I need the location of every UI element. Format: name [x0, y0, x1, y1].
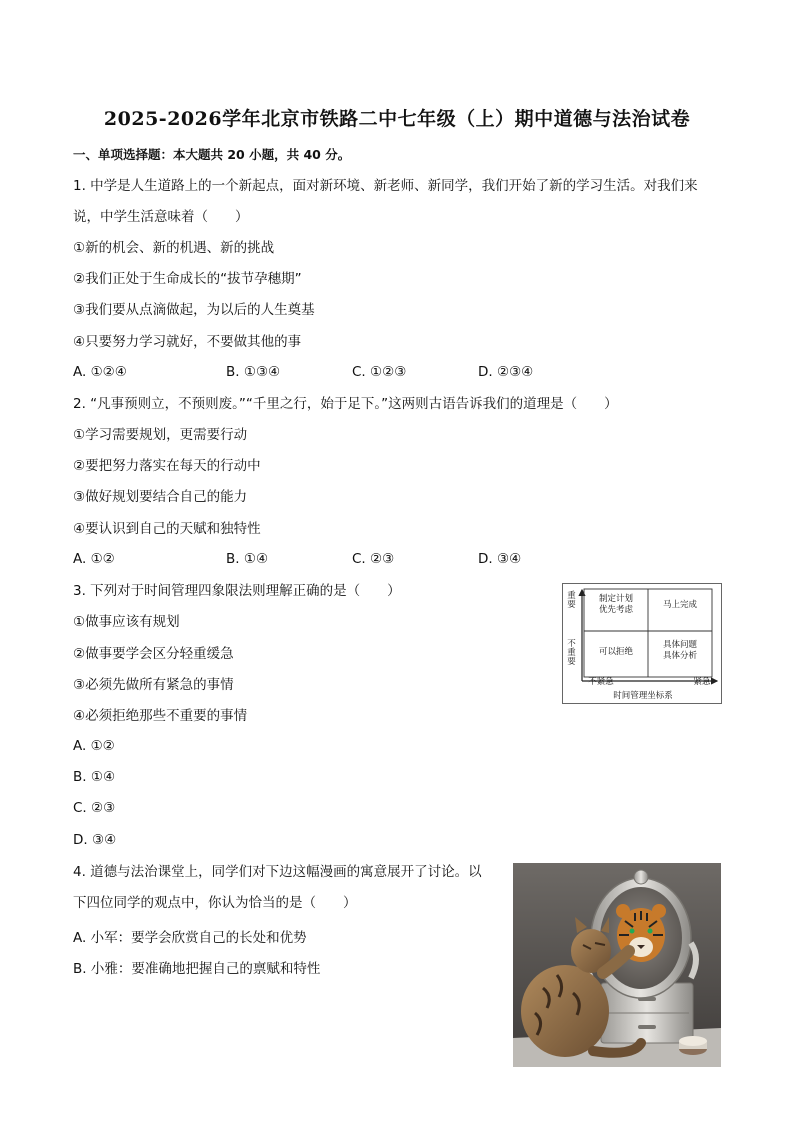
question-1-item: ④只要努力学习就好，不要做其他的事 [73, 334, 302, 350]
question-2-option-b[interactable]: B. ①④ [226, 551, 269, 567]
question-2-option-d[interactable]: D. ③④ [478, 551, 522, 567]
question-1-item: ②我们正处于生命成长的“拔节孕穗期” [73, 271, 302, 287]
question-1-option-b[interactable]: B. ①③④ [226, 364, 281, 380]
question-2-item: ④要认识到自己的天赋和独特性 [73, 521, 261, 537]
quadrant-important-not-urgent: 制定计划 优先考虑 [598, 594, 633, 615]
y-axis-bottom-label: 不重要 [567, 639, 576, 667]
question-4-stem-cont: 下四位同学的观点中，你认为恰当的是（ ） [73, 895, 357, 911]
question-3-item: ①做事应该有规划 [73, 614, 180, 630]
question-2-option-a[interactable]: A. ①② [73, 551, 115, 567]
question-2-stem: 2. “凡事预则立，不预则废。”“千里之行，始于足下。”这两则古语告诉我们的道理是（ ） [73, 396, 618, 412]
question-3-stem: 3. 下列对于时间管理四象限法则理解正确的是（ ） [73, 583, 401, 599]
question-4-option-a[interactable]: A. 小军：要学会欣赏自己的长处和优势 [73, 930, 307, 946]
question-3-option-d[interactable]: D. ③④ [73, 832, 117, 848]
y-axis-top-label: 重要 [567, 591, 576, 610]
question-1-option-a[interactable]: A. ①②④ [73, 364, 127, 380]
section-heading: 一、单项选择题：本大题共 20 小题，共 40 分。 [73, 147, 351, 162]
question-3-option-a[interactable]: A. ①② [73, 738, 115, 754]
quadrant-important-urgent: 马上完成 [662, 600, 697, 610]
quadrant-not-important-urgent: 具体问题 具体分析 [662, 640, 697, 661]
cat-mirror-tiger-cartoon [513, 863, 721, 1067]
question-2-item: ②要把努力落实在每天的行动中 [73, 458, 261, 474]
time-management-diagram [562, 583, 722, 704]
question-2-option-c[interactable]: C. ②③ [352, 551, 395, 567]
question-4-stem: 4. 道德与法治课堂上，同学们对下边这幅漫画的寓意展开了讨论。以 [73, 864, 482, 880]
x-axis-left-label: 不紧急 [588, 677, 614, 687]
question-1-option-c[interactable]: C. ①②③ [352, 364, 407, 380]
diagram-caption: 时间管理坐标系 [613, 691, 673, 701]
x-axis-right-label: 紧急 [693, 677, 711, 687]
question-3-option-c[interactable]: C. ②③ [73, 800, 116, 816]
question-1-option-d[interactable]: D. ②③④ [478, 364, 534, 380]
question-4-option-b[interactable]: B. 小雅：要准确地把握自己的禀赋和特性 [73, 961, 321, 977]
question-2-item: ①学习需要规划，更需要行动 [73, 427, 248, 443]
question-3-item: ④必须拒绝那些不重要的事情 [73, 708, 248, 724]
question-1-item: ①新的机会、新的机遇、新的挑战 [73, 240, 275, 256]
question-1-stem: 1. 中学是人生道路上的一个新起点，面对新环境、新老师、新同学，我们开始了新的学习生活。对我们来 [73, 178, 698, 194]
page-title: 2025-2026学年北京市铁路二中七年级（上）期中道德与法治试卷 [103, 108, 691, 130]
question-3-option-b[interactable]: B. ①④ [73, 769, 116, 785]
question-3-item: ③必须先做所有紧急的事情 [73, 677, 234, 693]
question-1-stem-cont: 说，中学生活意味着（ ） [73, 209, 249, 225]
question-1-item: ③我们要从点滴做起，为以后的人生奠基 [73, 302, 315, 318]
question-2-item: ③做好规划要结合自己的能力 [73, 489, 248, 505]
question-3-item: ②做事要学会区分轻重缓急 [73, 646, 234, 662]
quadrant-not-important-not-urgent: 可以拒绝 [598, 647, 633, 657]
